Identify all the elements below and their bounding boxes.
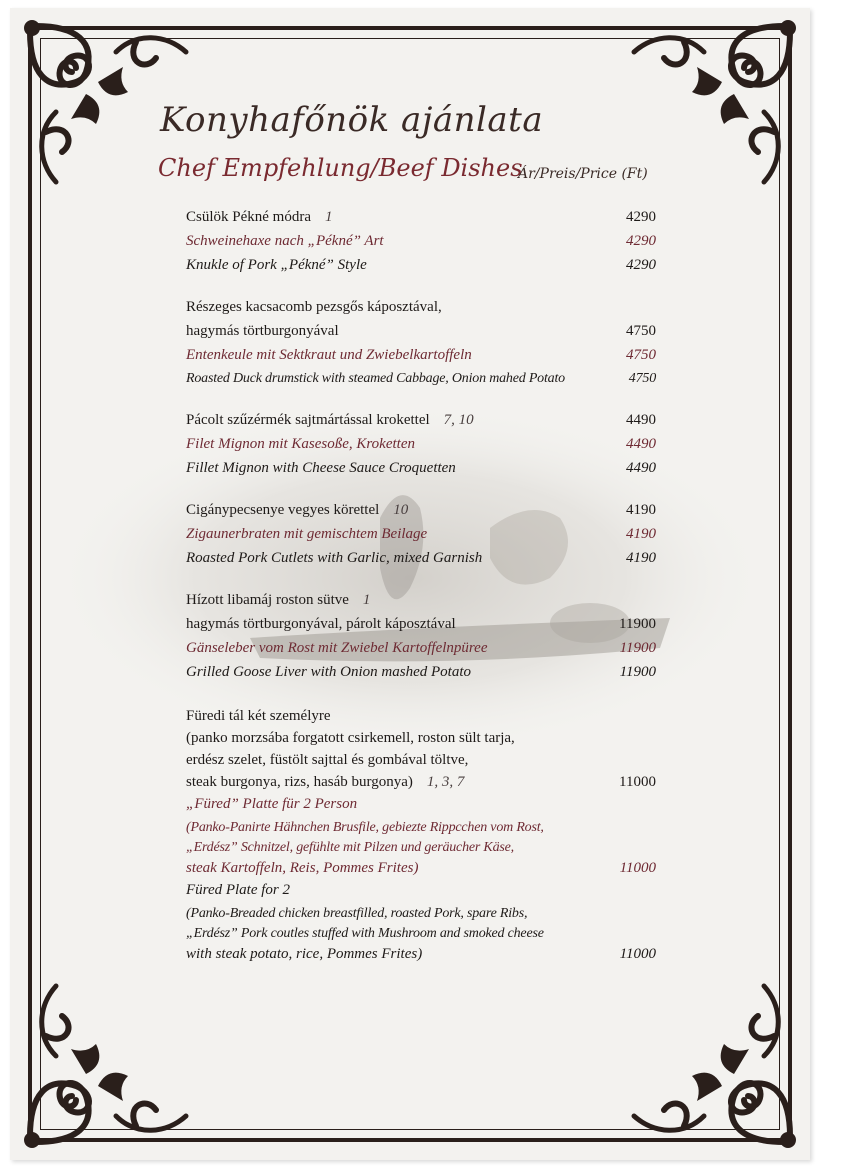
item-price: 4490	[626, 460, 656, 476]
menu-line	[176, 856, 660, 880]
allergen-codes: 1	[325, 209, 333, 225]
item-name: Roasted Duck drumstick with steamed Cabbage, Onion mahed Potato	[186, 371, 565, 386]
item-name: with steak potato, rice, Pommes Frites)	[186, 946, 423, 962]
item-name: (Panko-Breaded chicken breastfilled, roasted Pork, spare Ribs,	[186, 906, 528, 921]
menu-line	[176, 319, 660, 343]
item-name: Cigánypecsenye vegyes körettel	[186, 502, 380, 518]
menu-line	[176, 546, 660, 570]
item-price: 4290	[626, 233, 656, 249]
menu-line	[176, 792, 660, 816]
item-price: 11900	[619, 664, 656, 680]
price-column-header: Ár/Preis/Price (Ft)	[518, 166, 648, 182]
item-name: „Füred” Platte für 2 Person	[186, 796, 358, 812]
allergen-codes: 1, 3, 7	[426, 774, 465, 790]
item-name: hagymás törtburgonyával	[186, 323, 339, 339]
menu-line	[176, 588, 660, 612]
item-price: 4750	[626, 323, 656, 339]
item-price: 4750	[626, 347, 656, 363]
corner-ornament-bottom-left	[16, 966, 206, 1156]
item-price: 11900	[619, 640, 656, 656]
menu-line	[176, 205, 660, 229]
item-name: Fillet Mignon with Cheese Sauce Croquetten	[186, 460, 456, 476]
menu-line	[176, 942, 660, 966]
menu-line	[176, 498, 660, 522]
menu-line	[176, 456, 660, 480]
item-name: erdész szelet, füstölt sajttal és gombával töltve,	[186, 752, 469, 768]
allergen-codes: 1	[362, 592, 371, 608]
menu-line	[176, 636, 660, 660]
allergen-codes: 7, 10	[443, 412, 474, 428]
item-name: Füred Plate for 2	[186, 882, 291, 898]
menu-line	[176, 408, 660, 432]
item-price: 4190	[626, 526, 656, 542]
menu-line	[176, 367, 660, 391]
item-name: Pácolt szűzérmék sajtmártással krokettel	[186, 412, 430, 428]
menu-line	[176, 432, 660, 456]
item-name: steak Kartoffeln, Reis, Pommes Frites)	[186, 860, 419, 876]
menu-line	[176, 726, 660, 750]
menu-line	[176, 229, 660, 253]
item-name: Schweinehaxe nach „Pékné” Art	[186, 233, 384, 249]
item-price: 4190	[626, 502, 656, 518]
item-name: Grilled Goose Liver with Onion mashed Potato	[186, 664, 471, 680]
item-name: (Panko-Panirte Hähnchen Brusfile, gebiezte Rippcchen vom Rost,	[186, 820, 544, 835]
menu-line	[176, 878, 660, 902]
item-name: „Erdész” Pork coutles stuffed with Mushroom and smoked cheese	[186, 926, 544, 941]
item-price: 11000	[619, 860, 656, 876]
item-name: „Erdész” Schnitzel, gefühlte mit Pilzen und geräucher Käse,	[186, 840, 514, 855]
item-price: 11000	[619, 946, 656, 962]
item-name: Hízott libamáj roston sütve	[186, 592, 349, 608]
menu-line	[176, 295, 660, 319]
item-name: Csülök Pékné módra	[186, 209, 311, 225]
menu-line	[176, 522, 660, 546]
item-price: 4490	[626, 436, 656, 452]
page-subtitle: Chef Empfehlung/Beef Dishes	[158, 154, 523, 182]
item-name: steak burgonya, rizs, hasáb burgonya)	[186, 774, 413, 790]
item-price: 4750	[628, 371, 656, 386]
menu-line	[176, 704, 660, 728]
corner-ornament-bottom-right	[614, 966, 804, 1156]
allergen-codes: 10	[393, 502, 409, 518]
menu-line	[176, 612, 660, 636]
item-name: Zigaunerbraten mit gemischtem Beilage	[186, 526, 428, 542]
item-price: 4490	[626, 412, 656, 428]
item-price: 4290	[626, 257, 656, 273]
item-price: 11000	[619, 774, 656, 790]
item-name: Részeges kacsacomb pezsgős káposztával,	[186, 299, 442, 315]
item-price: 4290	[626, 209, 656, 225]
menu-line	[176, 343, 660, 367]
menu-line	[176, 660, 660, 684]
item-name: Filet Mignon mit Kasesoße, Kroketten	[186, 436, 415, 452]
item-name: (panko morzsába forgatott csirkemell, roston sült tarja,	[186, 730, 515, 746]
item-price: 4190	[626, 550, 656, 566]
item-name: Knukle of Pork „Pékné” Style	[186, 257, 367, 273]
item-name: Roasted Pork Cutlets with Garlic, mixed Garnish	[186, 550, 483, 566]
menu-line	[176, 770, 660, 794]
page-title: Konyhafőnök ajánlata	[160, 100, 544, 140]
menu-page	[10, 8, 810, 1160]
item-price: 11900	[619, 616, 656, 632]
item-name: Füredi tál két személyre	[186, 708, 331, 724]
item-name: hagymás törtburgonyával, párolt káposztával	[186, 616, 456, 632]
menu-line	[176, 253, 660, 277]
menu-line	[176, 748, 660, 772]
item-name: Gänseleber vom Rost mit Zwiebel Kartoffelnpüree	[186, 640, 488, 656]
item-name: Entenkeule mit Sektkraut und Zwiebelkartoffeln	[186, 347, 472, 363]
